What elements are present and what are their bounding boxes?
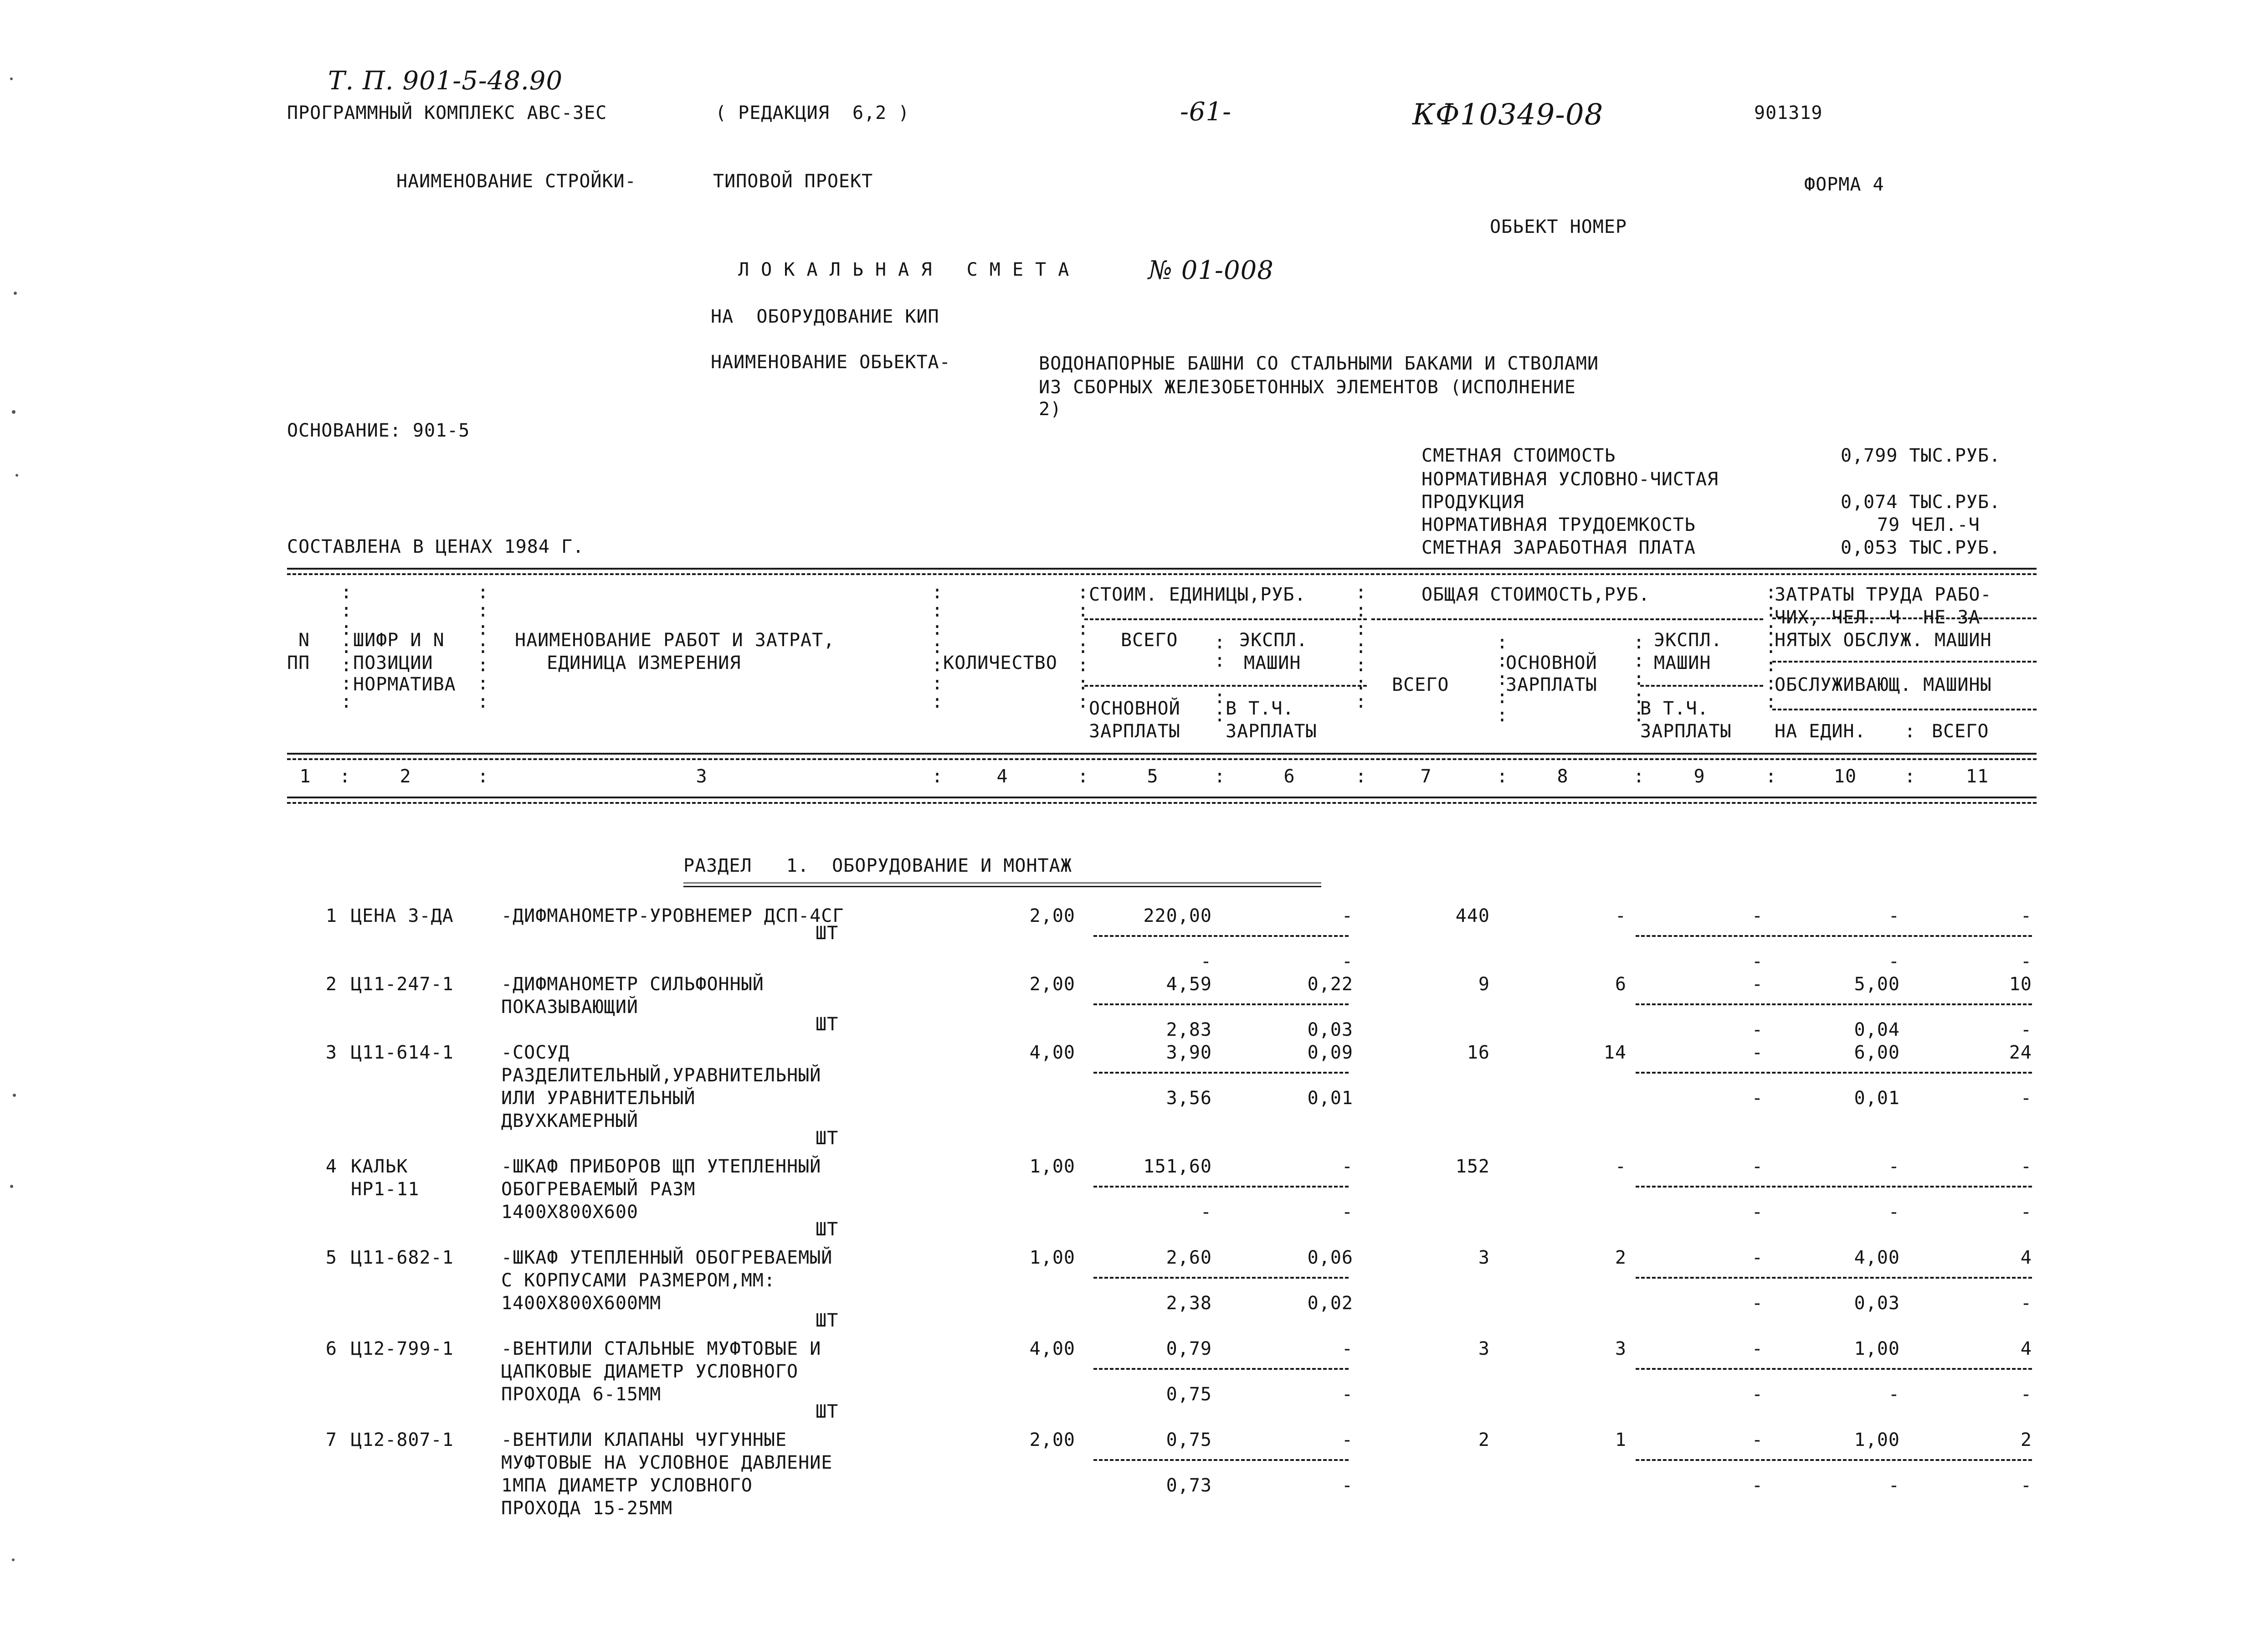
sep: : : : : : : : — [341, 582, 352, 712]
col-labor-label-1: ЗАТРАТЫ ТРУДА РАБО- — [1775, 584, 1992, 605]
row-unit-machines: - — [1341, 1338, 1353, 1359]
row-total-machines: - — [1751, 1338, 1763, 1359]
section-underline — [683, 882, 1321, 884]
form-label: ФОРМА 4 — [1804, 174, 1884, 195]
row-code: ЦЕНА 3-ДА — [351, 905, 454, 926]
row-total-machines-wage: - — [1751, 1088, 1763, 1109]
row-unit-machines: - — [1341, 1429, 1353, 1450]
col-number: 6 — [1283, 766, 1295, 787]
row-number: 3 — [325, 1042, 337, 1063]
sep: : — [339, 766, 351, 787]
row-total-machines: - — [1751, 974, 1763, 995]
row-labor-per-unit: 5,00 — [1854, 974, 1900, 995]
summary-value-net: 0,074 ТЫС.РУБ. — [1841, 492, 2001, 513]
sep: : : : : : : : — [1078, 582, 1089, 712]
row-code: НР1-11 — [351, 1179, 420, 1200]
cell-divider-rule — [1093, 1368, 1349, 1370]
col-labor-total-label: ВСЕГО — [1932, 721, 1989, 742]
row-unit: ШТ — [816, 1128, 839, 1149]
row-quantity: 4,00 — [1029, 1338, 1075, 1359]
sep: : : : : : : : — [1765, 582, 1777, 712]
col-number: 3 — [696, 766, 708, 787]
sep: : — [1765, 766, 1777, 787]
row-unit-machines-wage: - — [1341, 1202, 1353, 1223]
sep: : : : : : — [1497, 632, 1508, 726]
row-name-line: 1400Х800Х600ММ — [501, 1293, 662, 1314]
scan-speck — [12, 1558, 15, 1561]
row-labor-total: - — [2020, 905, 2032, 926]
col-number: 10 — [1833, 766, 1857, 787]
header-top-rule-dashed — [287, 573, 2037, 575]
row-unit-total: 0,75 — [1166, 1429, 1212, 1450]
row-name-line: ОБОГРЕВАЕМЫЙ РАЗМ — [501, 1179, 696, 1200]
sep: : — [477, 766, 489, 787]
col-labor-unit-label: НА ЕДИН. — [1775, 721, 1866, 742]
sep: : : : : : — [1633, 632, 1645, 726]
col-number: 7 — [1420, 766, 1432, 787]
col-number: 9 — [1693, 766, 1705, 787]
col-qty-label: КОЛИЧЕСТВО — [943, 653, 1057, 674]
row-name-line: ПОКАЗЫВАЮЩИЙ — [501, 997, 638, 1018]
row-total: 9 — [1478, 974, 1490, 995]
row-labor-per-unit: 4,00 — [1854, 1247, 1900, 1268]
row-total-machines-wage: - — [1751, 1475, 1763, 1496]
row-unit-total: 4,59 — [1166, 974, 1212, 995]
object-line-1: ВОДОНАПОРНЫЕ БАШНИ СО СТАЛЬНЫМИ БАКАМИ И СТВОЛАМИ — [1039, 353, 1599, 374]
row-name-line: ПРОХОДА 15-25ММ — [501, 1498, 673, 1519]
row-labor-total: - — [2020, 1156, 2032, 1177]
cell-divider-rule — [1636, 1072, 2032, 1074]
col-number: 8 — [1557, 766, 1569, 787]
row-labor-per-unit: - — [1888, 1156, 1900, 1177]
row-name-line: -ДИФМАНОМЕТР-УРОВНЕМЕР ДСП-4СГ — [501, 905, 844, 926]
handwritten-project-code: Т. П. 901-5-48.90 — [328, 66, 563, 96]
row-service-total: - — [2020, 951, 2032, 972]
row-service-per-unit: 0,04 — [1854, 1019, 1900, 1040]
row-number: 5 — [325, 1247, 337, 1268]
header-top-rule — [287, 568, 2037, 570]
row-total-wage: 6 — [1615, 974, 1627, 995]
row-unit-machines: - — [1341, 1156, 1353, 1177]
row-service-total: - — [2020, 1202, 2032, 1223]
col-code-label-3: НОРМАТИВА — [353, 674, 456, 695]
row-labor-per-unit: 1,00 — [1854, 1338, 1900, 1359]
row-quantity: 1,00 — [1029, 1156, 1075, 1177]
scan-speck — [14, 292, 17, 295]
row-total-machines-wage: - — [1751, 1293, 1763, 1314]
sep: : — [1633, 766, 1645, 787]
row-code: Ц12-807-1 — [351, 1429, 454, 1450]
row-unit-total: 220,00 — [1143, 905, 1212, 926]
row-total-machines: - — [1751, 1429, 1763, 1450]
col-total-mach-label-1: ЭКСПЛ. — [1654, 630, 1723, 651]
col-name-label-1: НАИМЕНОВАНИЕ РАБОТ И ЗАТРАТ, — [515, 630, 835, 651]
row-service-total: - — [2020, 1384, 2032, 1405]
row-name-line: ПРОХОДА 6-15ММ — [501, 1384, 662, 1405]
col-name-label-2: ЕДИНИЦА ИЗМЕРЕНИЯ — [547, 653, 741, 674]
summary-value-wage: 0,053 ТЫС.РУБ. — [1841, 537, 2001, 558]
col-labor-label-3: НЯТЫХ ОБСЛУЖ. МАШИН — [1775, 630, 1992, 651]
program-edition: ( РЕДАКЦИЯ 6,2 ) — [715, 103, 910, 123]
row-service-per-unit: - — [1888, 1475, 1900, 1496]
row-unit-machines: - — [1341, 905, 1353, 926]
total-mach-rule — [1640, 685, 1763, 687]
cell-divider-rule — [1636, 1368, 2032, 1370]
row-unit-machines: 0,22 — [1307, 974, 1353, 995]
col-total-incl-label-2: ЗАРПЛАТЫ — [1640, 721, 1732, 742]
row-total-machines-wage: - — [1751, 1019, 1763, 1040]
row-unit-wage: 0,73 — [1166, 1475, 1212, 1496]
row-labor-total: 24 — [2009, 1042, 2032, 1063]
row-number: 6 — [325, 1338, 337, 1359]
row-total-machines-wage: - — [1751, 1202, 1763, 1223]
row-total-wage: 1 — [1615, 1429, 1627, 1450]
row-unit: ШТ — [816, 1219, 839, 1240]
col-number: 5 — [1147, 766, 1159, 787]
cell-divider-rule — [1093, 1003, 1349, 1005]
page-number: -61- — [1180, 97, 1232, 127]
col-total-all-label: ВСЕГО — [1392, 674, 1449, 695]
col-total-wage-label-1: ОСНОВНОЙ — [1506, 653, 1597, 674]
row-total-machines-wage: - — [1751, 951, 1763, 972]
sep: : : : : : : : — [477, 582, 489, 712]
row-unit: ШТ — [816, 1310, 839, 1331]
row-name-line: -ШКАФ ПРИБОРОВ ЩП УТЕПЛЕННЫЙ — [501, 1156, 821, 1177]
scan-speck — [10, 77, 13, 80]
row-total: 3 — [1478, 1338, 1490, 1359]
cell-divider-rule — [1636, 1277, 2032, 1279]
row-total-wage: 3 — [1615, 1338, 1627, 1359]
row-code: Ц11-682-1 — [351, 1247, 454, 1268]
row-name-line: -ВЕНТИЛИ СТАЛЬНЫЕ МУФТОВЫЕ И — [501, 1338, 821, 1359]
row-number: 7 — [325, 1429, 337, 1450]
row-quantity: 2,00 — [1029, 1429, 1075, 1450]
basis-text: ОСНОВАНИЕ: 901-5 — [287, 420, 470, 441]
labor-rule-3 — [1772, 709, 2037, 710]
unit-cost-rule-2 — [1084, 685, 1367, 687]
row-total-wage: 2 — [1615, 1247, 1627, 1268]
col-unit-wage-label-2: ЗАРПЛАТЫ — [1089, 721, 1180, 742]
col-unit-mach-label-1: ЭКСПЛ. — [1239, 630, 1308, 651]
row-total-machines: - — [1751, 1247, 1763, 1268]
col-unit-total-label: ВСЕГО — [1121, 630, 1178, 651]
row-total-wage: 14 — [1603, 1042, 1627, 1063]
row-service-per-unit: - — [1888, 1384, 1900, 1405]
col-number: 2 — [400, 766, 411, 787]
object-line-2: ИЗ СБОРНЫХ ЖЕЛЕЗОБЕТОННЫХ ЭЛЕМЕНТОВ (ИСПОЛНЕНИЕ — [1039, 377, 1576, 398]
header-bottom-rule — [287, 753, 2037, 755]
row-total-machines: - — [1751, 1042, 1763, 1063]
col-labor-label-2: ЧИХ, ЧЕЛ.-Ч НЕ ЗА- — [1775, 607, 1992, 628]
summary-label-net-1: НОРМАТИВНАЯ УСЛОВНО-ЧИСТАЯ — [1421, 469, 1719, 490]
sep: : — [932, 766, 943, 787]
object-line-3: 2) — [1039, 399, 1062, 420]
row-unit-machines: 0,09 — [1307, 1042, 1353, 1063]
row-labor-per-unit: - — [1888, 905, 1900, 926]
object-label: НАИМЕНОВАНИЕ ОБЬЕКТА- — [711, 352, 951, 373]
scan-speck — [10, 1185, 13, 1188]
sep: : — [1904, 766, 1916, 787]
col-unit-cost-label: СТОИМ. ЕДИНИЦЫ,РУБ. — [1089, 584, 1306, 605]
row-labor-per-unit: 6,00 — [1854, 1042, 1900, 1063]
sep: : : : : : : : — [932, 582, 943, 712]
col-code-label-2: ПОЗИЦИИ — [353, 653, 433, 674]
row-name-line: -ВЕНТИЛИ КЛАПАНЫ ЧУГУННЫЕ — [501, 1429, 787, 1450]
sep: : — [1904, 721, 1916, 742]
cell-divider-rule — [1093, 1459, 1349, 1461]
row-name-line: ДВУХКАМЕРНЫЙ — [501, 1111, 638, 1131]
object-number-label: ОБЬЕКТ НОМЕР — [1490, 216, 1627, 237]
document-code: КФ10349-08 — [1412, 98, 1604, 132]
row-name-line: ЦАПКОВЫЕ ДИАМЕТР УСЛОВНОГО — [501, 1361, 799, 1382]
col-total-incl-label-1: В Т.Ч. — [1640, 698, 1709, 719]
row-unit-machines-wage: - — [1341, 951, 1353, 972]
row-unit-total: 3,90 — [1166, 1042, 1212, 1063]
row-code: Ц11-614-1 — [351, 1042, 454, 1063]
row-total-machines: - — [1751, 1156, 1763, 1177]
row-name-line: 1МПА ДИАМЕТР УСЛОВНОГО — [501, 1475, 753, 1496]
row-unit-machines-wage: 0,02 — [1307, 1293, 1353, 1314]
cell-divider-rule — [1093, 1186, 1349, 1188]
row-total-machines: - — [1751, 905, 1763, 926]
row-name-line: РАЗДЕЛИТЕЛЬНЫЙ,УРАВНИТЕЛЬНЫЙ — [501, 1065, 821, 1086]
row-service-per-unit: 0,03 — [1854, 1293, 1900, 1314]
construction-value: ТИПОВОЙ ПРОЕКТ — [713, 171, 873, 192]
col-unit-mach-label-2: МАШИН — [1244, 653, 1301, 674]
row-total: 152 — [1455, 1156, 1490, 1177]
section-underline-2 — [683, 886, 1321, 887]
row-service-total: - — [2020, 1019, 2032, 1040]
unit-cost-rule — [1084, 618, 1367, 620]
estimate-number: № 01-008 — [1148, 256, 1274, 285]
cell-divider-rule — [1636, 1003, 2032, 1005]
section-heading: РАЗДЕЛ 1. ОБОРУДОВАНИЕ И МОНТАЖ — [683, 855, 1072, 876]
row-quantity: 4,00 — [1029, 1042, 1075, 1063]
col-number: 1 — [299, 766, 311, 787]
row-name-line: -ШКАФ УТЕПЛЕННЫЙ ОБОГРЕВАЕМЫЙ — [501, 1247, 833, 1268]
col-code-label-1: ШИФР И N — [353, 630, 445, 651]
row-name-line: -ДИФМАНОМЕТР СИЛЬФОННЫЙ — [501, 974, 764, 995]
row-service-per-unit: - — [1888, 1202, 1900, 1223]
col-labor-serv-label: ОБСЛУЖИВАЮЩ. МАШИНЫ — [1775, 674, 1992, 695]
col-unit-incl-label-1: В Т.Ч. — [1226, 698, 1294, 719]
row-unit: ШТ — [816, 923, 839, 944]
row-quantity: 2,00 — [1029, 974, 1075, 995]
col-numbers-rule-dashed — [287, 802, 2037, 804]
total-cost-rule — [1371, 618, 1763, 620]
col-unit-incl-label-2: ЗАРПЛАТЫ — [1226, 721, 1317, 742]
row-total: 440 — [1455, 905, 1490, 926]
row-service-per-unit: 0,01 — [1854, 1088, 1900, 1109]
sep: : — [1214, 766, 1226, 787]
col-total-wage-label-2: ЗАРПЛАТЫ — [1506, 674, 1597, 695]
row-unit-wage: 2,38 — [1166, 1293, 1212, 1314]
scan-speck — [15, 474, 18, 477]
row-unit-wage: 3,56 — [1166, 1088, 1212, 1109]
row-total-wage: - — [1615, 1156, 1627, 1177]
row-unit: ШТ — [816, 1014, 839, 1035]
scan-speck — [12, 410, 15, 414]
row-unit-total: 151,60 — [1143, 1156, 1212, 1177]
row-name-line: МУФТОВЫЕ НА УСЛОВНОЕ ДАВЛЕНИЕ — [501, 1452, 833, 1473]
cell-divider-rule — [1093, 1072, 1349, 1074]
row-name-line: С КОРПУСАМИ РАЗМЕРОМ,ММ: — [501, 1270, 775, 1291]
sep: : : : : : : : — [1355, 582, 1367, 712]
row-labor-total: 10 — [2009, 974, 2032, 995]
summary-value-cost: 0,799 ТЫС.РУБ. — [1841, 445, 2001, 466]
row-unit-wage: 0,75 — [1166, 1384, 1212, 1405]
estimate-subtitle: НА ОБОРУДОВАНИЕ КИП — [711, 306, 939, 327]
row-service-total: - — [2020, 1293, 2032, 1314]
row-total: 2 — [1478, 1429, 1490, 1450]
row-number: 2 — [325, 974, 337, 995]
summary-value-labor: 79 ЧЕЛ.-Ч — [1877, 514, 1980, 535]
construction-label: НАИМЕНОВАНИЕ СТРОЙКИ- — [396, 171, 636, 192]
summary-label-wage: СМЕТНАЯ ЗАРАБОТНАЯ ПЛАТА — [1421, 537, 1696, 558]
row-quantity: 2,00 — [1029, 905, 1075, 926]
col-number: 4 — [996, 766, 1008, 787]
row-total: 3 — [1478, 1247, 1490, 1268]
sep: : — [1078, 766, 1089, 787]
row-unit-wage: 2,83 — [1166, 1019, 1212, 1040]
row-labor-total: 2 — [2020, 1429, 2032, 1450]
summary-label-cost: СМЕТНАЯ СТОИМОСТЬ — [1421, 445, 1616, 466]
row-unit-machines-wage: 0,01 — [1307, 1088, 1353, 1109]
row-code: Ц11-247-1 — [351, 974, 454, 995]
row-service-total: - — [2020, 1088, 2032, 1109]
row-unit-wage: - — [1200, 951, 1212, 972]
summary-label-labor: НОРМАТИВНАЯ ТРУДОЕМКОСТЬ — [1421, 514, 1696, 535]
sep: : — [1355, 766, 1367, 787]
row-total-machines-wage: - — [1751, 1384, 1763, 1405]
row-name-line: -СОСУД — [501, 1042, 570, 1063]
summary-label-net-2: ПРОДУКЦИЯ — [1421, 492, 1524, 513]
col-total-mach-label-2: МАШИН — [1654, 653, 1711, 674]
row-unit: ШТ — [816, 1401, 839, 1422]
row-labor-per-unit: 1,00 — [1854, 1429, 1900, 1450]
row-unit-total: 2,60 — [1166, 1247, 1212, 1268]
scan-speck — [13, 1094, 16, 1097]
cell-divider-rule — [1636, 1186, 2032, 1188]
row-name-line: ИЛИ УРАВНИТЕЛЬНЫЙ — [501, 1088, 696, 1109]
cell-divider-rule — [1093, 1277, 1349, 1279]
row-unit-machines: 0,06 — [1307, 1247, 1353, 1268]
row-quantity: 1,00 — [1029, 1247, 1075, 1268]
col-total-cost-label: ОБЩАЯ СТОИМОСТЬ,РУБ. — [1421, 584, 1650, 605]
estimate-title: Л О К А Л Ь Н А Я С М Е Т А — [738, 259, 1070, 280]
row-labor-total: 4 — [2020, 1247, 2032, 1268]
row-number: 1 — [325, 905, 337, 926]
row-labor-total: 4 — [2020, 1338, 2032, 1359]
cell-divider-rule — [1093, 935, 1349, 937]
row-code: Ц12-799-1 — [351, 1338, 454, 1359]
row-unit-machines-wage: 0,03 — [1307, 1019, 1353, 1040]
sep: : — [1497, 766, 1508, 787]
col-n-label-2: ПП — [287, 653, 310, 674]
program-name: ПРОГРАММНЫЙ КОМПЛЕКС АВС-3ЕС — [287, 103, 607, 123]
col-n-label-1: N — [298, 630, 310, 651]
row-number: 4 — [325, 1156, 337, 1177]
row-unit-machines-wage: - — [1341, 1384, 1353, 1405]
row-unit-machines-wage: - — [1341, 1475, 1353, 1496]
row-name-line: 1400Х800Х600 — [501, 1202, 638, 1223]
row-unit-wage: - — [1200, 1202, 1212, 1223]
row-total: 16 — [1467, 1042, 1490, 1063]
document-number: 901319 — [1754, 103, 1823, 123]
col-number: 11 — [1965, 766, 1989, 787]
labor-rule-2 — [1772, 661, 2037, 663]
row-code: КАЛЬК — [351, 1156, 408, 1177]
header-bottom-rule-dashed — [287, 758, 2037, 760]
cell-divider-rule — [1636, 1459, 2032, 1461]
row-service-total: - — [2020, 1475, 2032, 1496]
col-unit-wage-label-1: ОСНОВНОЙ — [1089, 698, 1180, 719]
row-unit-total: 0,79 — [1166, 1338, 1212, 1359]
col-numbers-rule — [287, 797, 2037, 798]
row-service-per-unit: - — [1888, 951, 1900, 972]
cell-divider-rule — [1636, 935, 2032, 937]
prices-year-text: СОСТАВЛЕНА В ЦЕНАХ 1984 Г. — [287, 536, 585, 557]
sep: : : : : — [1214, 632, 1226, 726]
row-total-wage: - — [1615, 905, 1627, 926]
